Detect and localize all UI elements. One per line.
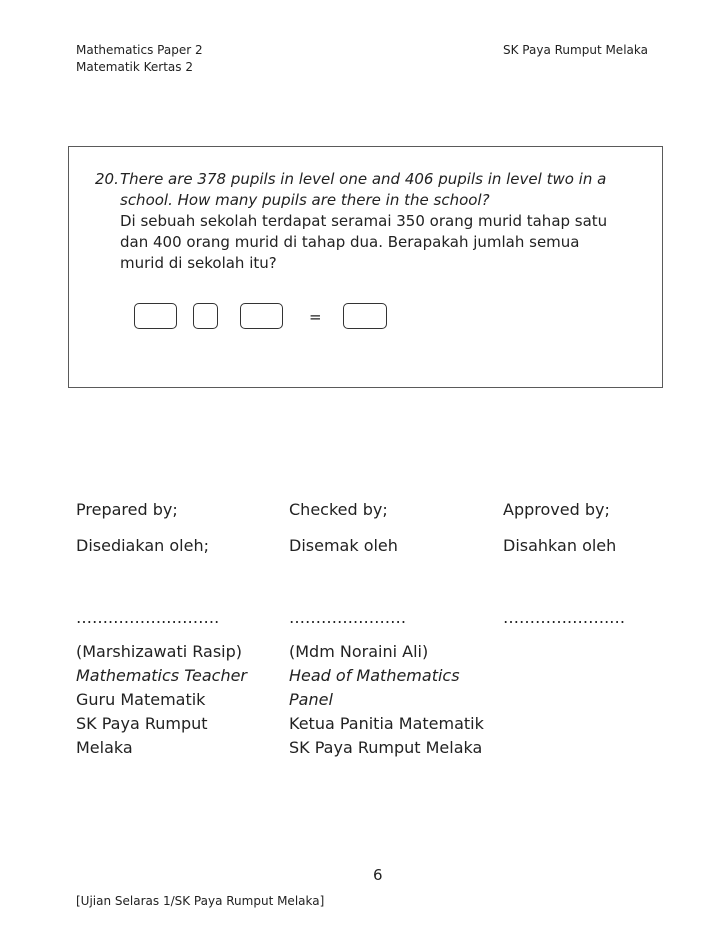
checked-school: SK Paya Rumput Melaka bbox=[289, 738, 483, 757]
header-subject-en: Mathematics Paper 2 bbox=[76, 43, 203, 57]
footer-text: [Ujian Selaras 1/SK Paya Rumput Melaka] bbox=[76, 894, 325, 908]
answer-box-result[interactable] bbox=[343, 303, 387, 329]
question-malay-line-3: murid di sekolah itu? bbox=[120, 254, 277, 272]
header-school: SK Paya Rumput Melaka bbox=[503, 43, 648, 57]
question-malay-line-2: dan 400 orang murid di tahap dua. Berapakah jumlah semua bbox=[120, 233, 580, 251]
prepared-signature-line: …….……….………. bbox=[76, 608, 220, 627]
equals-sign: = bbox=[309, 308, 322, 326]
checked-role-en-line-2: Panel bbox=[289, 690, 333, 709]
header-left bbox=[76, 42, 203, 76]
prepared-role-ms: Guru Matematik bbox=[76, 690, 206, 709]
checked-name: (Mdm Noraini Ali) bbox=[289, 642, 429, 661]
page-number: 6 bbox=[373, 866, 383, 884]
answer-box-operator[interactable] bbox=[193, 303, 218, 329]
question-text bbox=[120, 169, 650, 274]
approved-signature-line: ………….…….… bbox=[503, 608, 626, 627]
disemak-oleh-label: Disemak oleh bbox=[289, 536, 398, 555]
question-malay-line-1: Di sebuah sekolah terdapat seramai 350 orang murid tahap satu bbox=[120, 212, 608, 230]
prepared-school-line-2: Melaka bbox=[76, 738, 133, 757]
checked-by-label: Checked by; bbox=[289, 500, 388, 519]
approved-by-label: Approved by; bbox=[503, 500, 610, 519]
answer-box-second-number[interactable] bbox=[240, 303, 283, 329]
prepared-school-line-1: SK Paya Rumput bbox=[76, 714, 208, 733]
checked-role-ms: Ketua Panitia Matematik bbox=[289, 714, 484, 733]
question-number: 20. bbox=[95, 170, 119, 188]
prepared-name: (Marshizawati Rasip) bbox=[76, 642, 242, 661]
checked-by-details bbox=[289, 640, 484, 760]
question-english-line-2: school. How many pupils are there in the school? bbox=[120, 191, 490, 209]
prepared-role-en: Mathematics Teacher bbox=[76, 666, 247, 685]
question-english-line-1: There are 378 pupils in level one and 406 pupils in level two in a bbox=[120, 170, 607, 188]
checked-signature-line: ………….……… bbox=[289, 608, 407, 627]
header-subject-ms: Matematik Kertas 2 bbox=[76, 60, 193, 74]
prepared-by-label: Prepared by; bbox=[76, 500, 178, 519]
checked-role-en-line-1: Head of Mathematics bbox=[289, 666, 460, 685]
disediakan-oleh-label: Disediakan oleh; bbox=[76, 536, 209, 555]
prepared-by-details bbox=[76, 640, 247, 760]
disahkan-oleh-label: Disahkan oleh bbox=[503, 536, 617, 555]
answer-box-first-number[interactable] bbox=[134, 303, 177, 329]
